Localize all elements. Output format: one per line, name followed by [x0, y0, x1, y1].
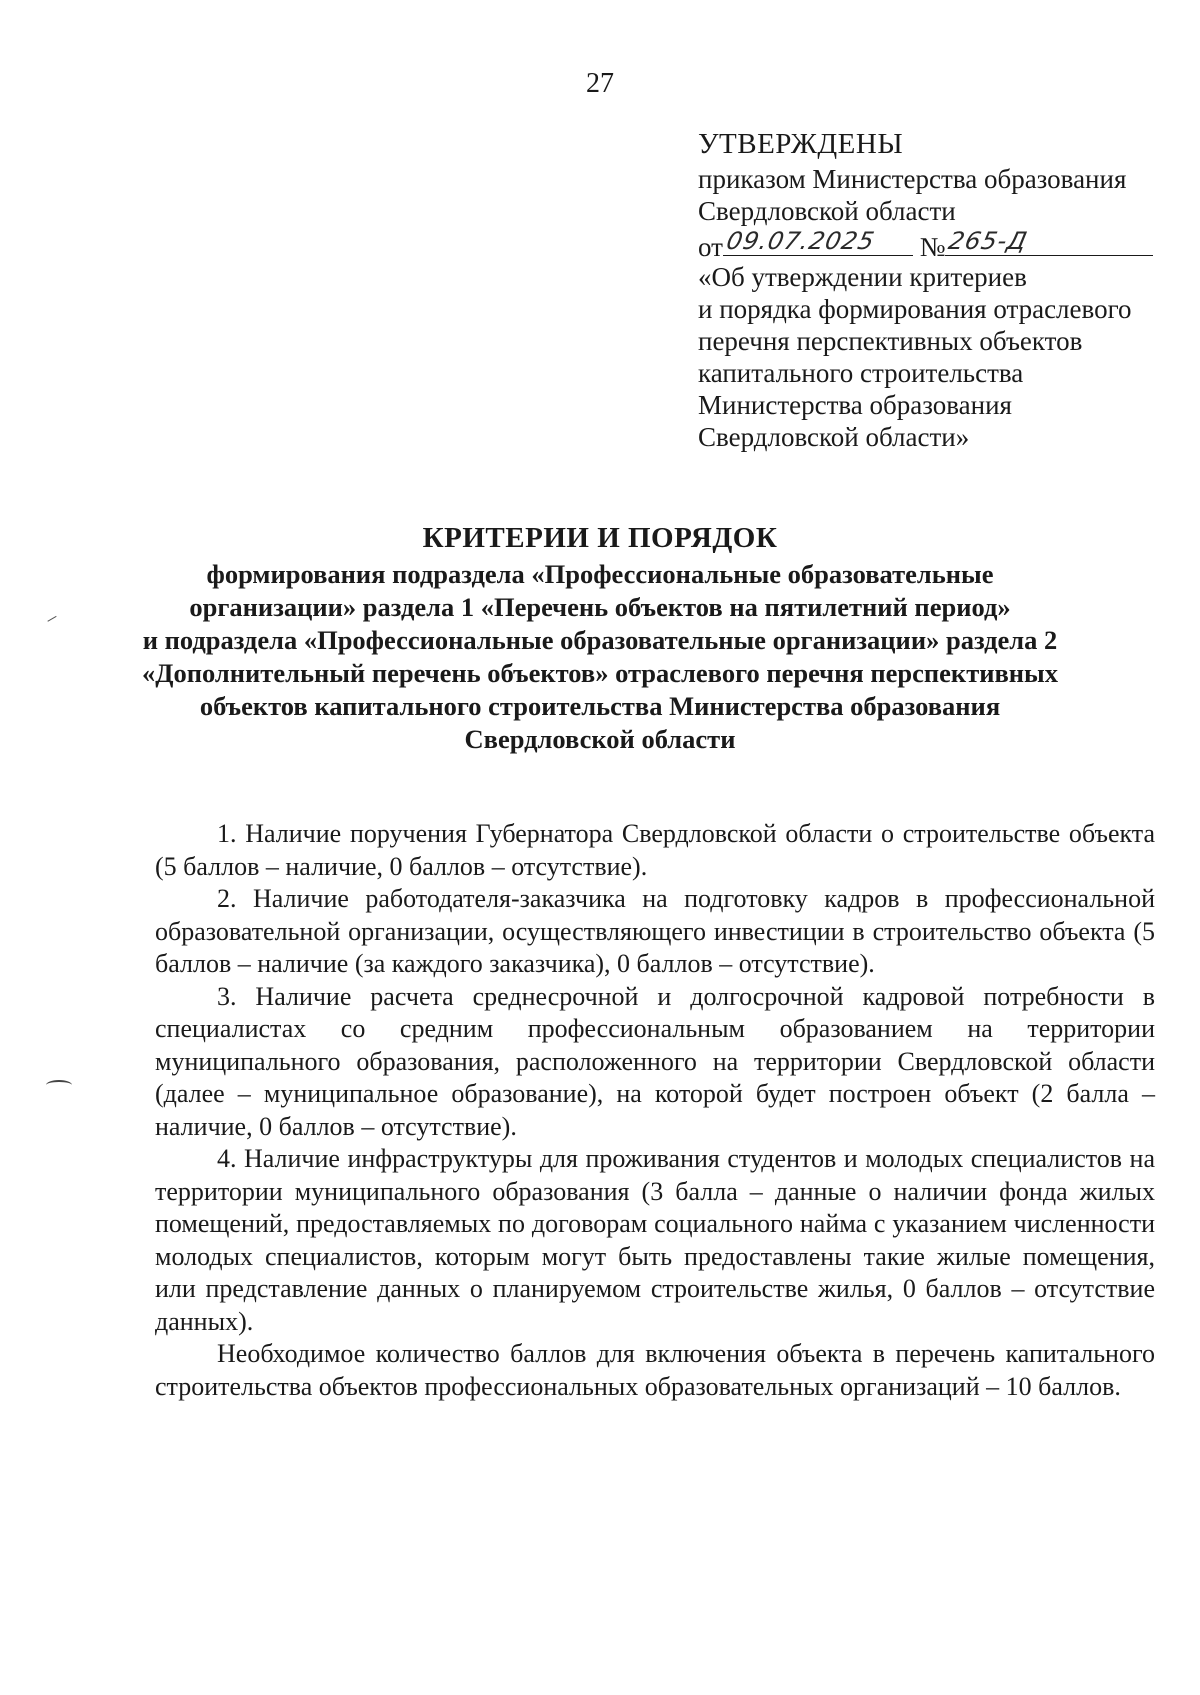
scan-artifact-mark — [46, 1080, 72, 1090]
handwritten-date: 09.07.2025 — [723, 227, 878, 255]
page-number: 27 — [586, 68, 614, 99]
approval-stamp-block — [698, 128, 1168, 453]
approval-heading: УТВЕРЖДЕНЫ — [698, 128, 904, 160]
criterion-paragraph-3: 3. Наличие расчета среднесрочной и долгосрочной кадровой потребности в специалистах со средним профессиональным образованием на территории муниципального образования, расположенного на территории Свердловской области (далее – муниципальное образование), на которой будет построен объект (2 балла – наличие, 0 баллов – отсутствие). — [155, 981, 1155, 1141]
title-line: «Дополнительный перечень объектов» отраслевого перечня перспективных — [142, 658, 1058, 688]
title-line: Свердловской области — [464, 724, 736, 754]
number-prefix: № — [919, 232, 946, 262]
date-prefix: от — [698, 232, 723, 262]
order-title-line: «Об утверждении критериев — [698, 262, 1027, 292]
title-line: формирования подраздела «Профессиональные образовательные — [206, 559, 994, 589]
document-title — [130, 520, 1070, 756]
title-main: КРИТЕРИИ И ПОРЯДОК — [422, 522, 778, 554]
criterion-paragraph-1: 1. Наличие поручения Губернатора Свердловской области о строительстве объекта (5 баллов – наличие, 0 баллов – отсутствие). — [155, 819, 1155, 881]
approval-line: Свердловской области — [698, 196, 956, 226]
document-body — [155, 818, 1155, 1403]
order-title-line: Свердловской области» — [698, 422, 970, 452]
approval-line: приказом Министерства образования — [698, 164, 1127, 194]
order-title-line: капитального строительства — [698, 358, 1024, 388]
title-line: объектов капитального строительства Министерства образования — [199, 691, 1001, 721]
number-field — [945, 227, 1153, 256]
title-line: и подраздела «Профессиональные образовательные организации» раздела 2 — [142, 625, 1058, 655]
order-title-line: и порядка формирования отраслевого — [698, 294, 1132, 324]
criterion-paragraph-2: 2. Наличие работодателя-заказчика на подготовку кадров в профессиональной образовательной организации, осуществляющего инвестиции в строительство объекта (5 баллов – наличие (за каждого заказчика), 0 баллов – отсутствие). — [155, 884, 1155, 978]
criterion-paragraph-4: 4. Наличие инфраструктуры для проживания студентов и молодых специалистов на территории муниципального образования (3 балла – данные о наличии фонда жилых помещений, предоставляемых по договорам социального найма с указанием численности молодых специалистов, которым могут быть предоставлены такие жилые помещения, или представление данных о планируемом строительстве жилья, 0 баллов – отсутствие данных). — [155, 1144, 1155, 1336]
order-date-number-row — [698, 227, 1168, 261]
order-title-line: Министерства образования — [698, 390, 1012, 420]
scan-artifact-mark — [47, 616, 58, 625]
order-title-line: перечня перспективных объектов — [698, 326, 1083, 356]
title-line: организации» раздела 1 «Перечень объектов на пятилетний период» — [189, 592, 1011, 622]
handwritten-number: 265-Д — [946, 227, 1031, 255]
required-points-paragraph: Необходимое количество баллов для включения объекта в перечень капитального строительства объектов профессиональных образовательных организаций – 10 баллов. — [155, 1339, 1155, 1401]
date-field — [723, 227, 913, 256]
